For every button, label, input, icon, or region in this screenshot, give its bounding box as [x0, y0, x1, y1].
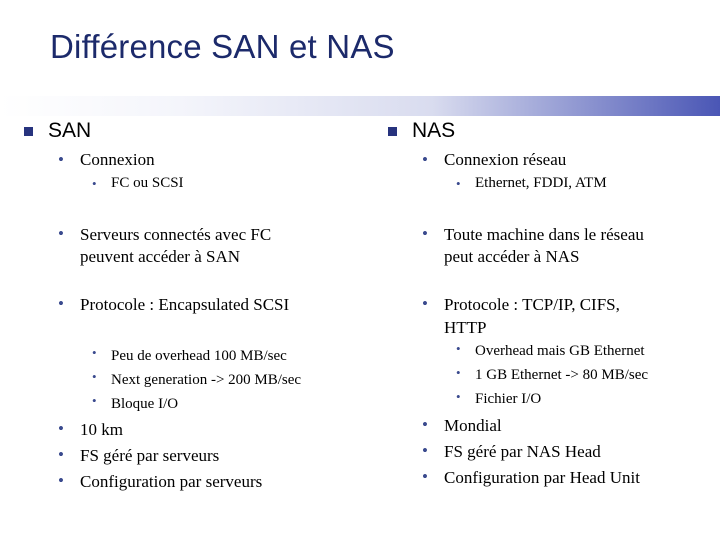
bullet-icon: • — [422, 294, 428, 313]
bullet-icon: • — [92, 176, 97, 191]
nas-protocole-line2: HTTP — [444, 318, 487, 337]
san-item3: Configuration par serveurs — [80, 472, 263, 491]
bullet-icon: • — [422, 150, 428, 169]
san-sub1: Peu de overhead 100 MB/sec — [111, 348, 287, 364]
san-connexion-sub: FC ou SCSI — [111, 175, 184, 191]
nas-item2: FS géré par NAS Head — [444, 442, 601, 461]
san-serveurs-line2: peuvent accéder à SAN — [80, 247, 241, 266]
title-gradient-bar — [0, 96, 720, 116]
bullet-icon: • — [456, 176, 461, 191]
bullet-icon: • — [58, 150, 64, 169]
nas-machine-line2: peut accéder à NAS — [444, 247, 580, 266]
nas-protocole-line1: Protocole : TCP/IP, CIFS, — [444, 295, 620, 314]
san-item2: FS géré par serveurs — [80, 446, 220, 465]
nas-heading: NAS — [412, 119, 456, 142]
san-serveurs-line1: Serveurs connectés avec FC — [80, 225, 272, 244]
bullet-icon: • — [422, 441, 428, 460]
bullet-icon: • — [58, 419, 64, 438]
slide-title: Différence SAN et NAS — [50, 28, 395, 65]
square-bullet-icon — [24, 127, 33, 136]
square-bullet-icon — [388, 127, 397, 136]
nas-sub2: 1 GB Ethernet -> 80 MB/sec — [475, 367, 649, 383]
nas-sub1: Overhead mais GB Ethernet — [475, 343, 645, 359]
bullet-icon: • — [422, 467, 428, 486]
bullet-icon: • — [58, 471, 64, 490]
bullet-icon: • — [422, 224, 428, 243]
san-connexion: Connexion — [80, 150, 155, 169]
bullet-icon: • — [92, 345, 97, 360]
bullet-icon: • — [58, 294, 64, 313]
nas-item1: Mondial — [444, 416, 502, 435]
san-heading: SAN — [48, 119, 92, 142]
nas-connexion: Connexion réseau — [444, 150, 567, 169]
bullet-icon: • — [58, 445, 64, 464]
nas-sub3: Fichier I/O — [475, 391, 542, 407]
san-item1: 10 km — [80, 420, 123, 439]
bullet-icon: • — [456, 389, 461, 404]
nas-item3: Configuration par Head Unit — [444, 468, 640, 487]
bullet-icon: • — [92, 393, 97, 408]
bullet-icon: • — [422, 415, 428, 434]
nas-connexion-sub: Ethernet, FDDI, ATM — [475, 175, 607, 191]
san-sub3: Bloque I/O — [111, 396, 179, 412]
san-sub2: Next generation -> 200 MB/sec — [111, 372, 302, 388]
bullet-icon: • — [92, 369, 97, 384]
nas-machine-line1: Toute machine dans le réseau — [444, 225, 644, 244]
bullet-icon: • — [58, 224, 64, 243]
bullet-icon: • — [456, 341, 461, 356]
bullet-icon: • — [456, 365, 461, 380]
san-protocole: Protocole : Encapsulated SCSI — [80, 295, 290, 314]
